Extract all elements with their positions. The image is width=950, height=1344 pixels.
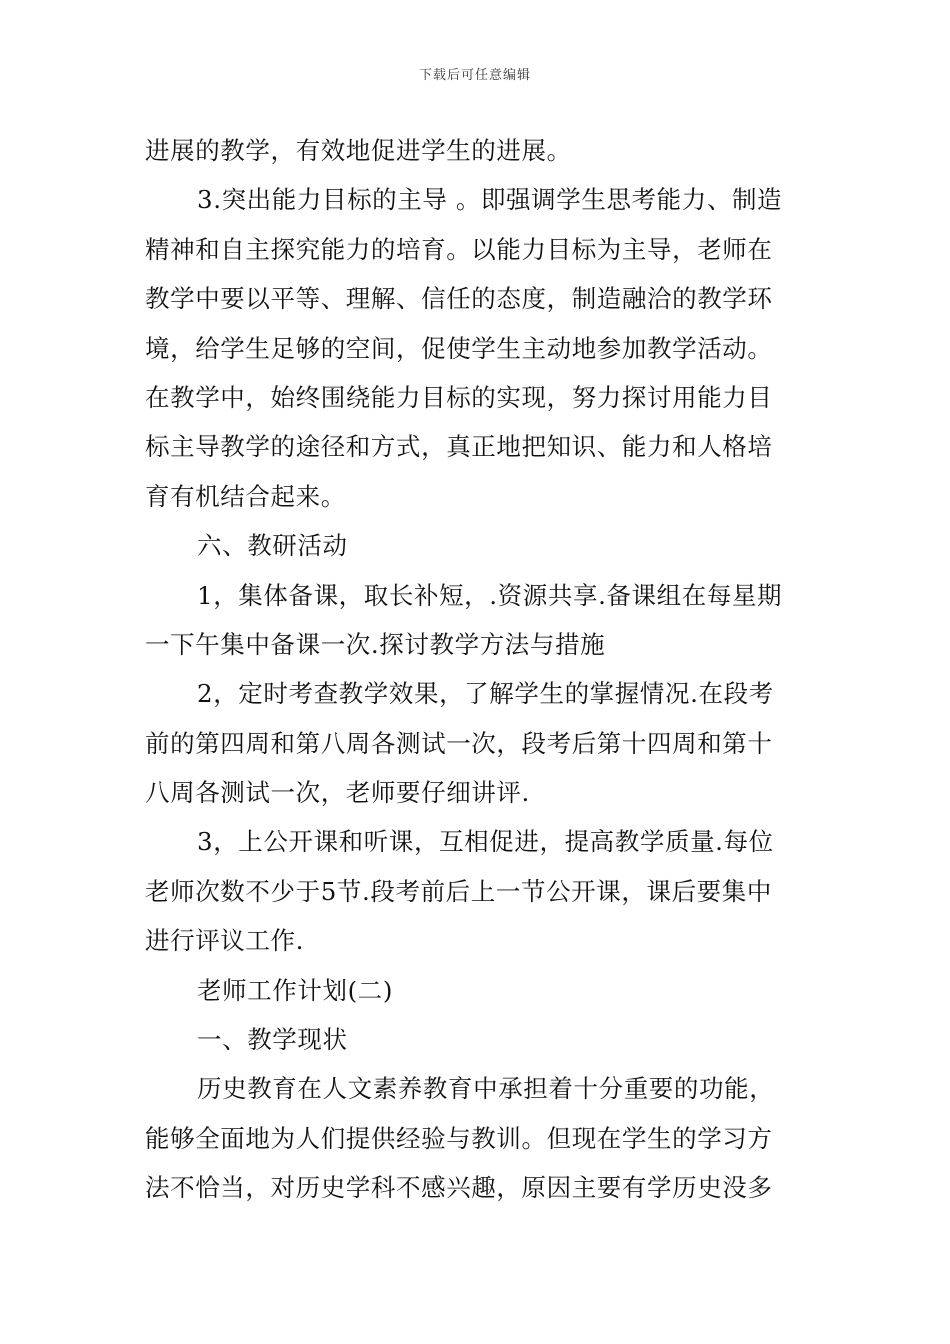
text-line: 历史教育在人文素养教育中承担着十分重要的功能， xyxy=(197,1074,775,1104)
text-line: 精神和自主探究能力的培育。以能力目标为主导，老师在 xyxy=(145,234,773,264)
section-title: 老师工作计划(二) xyxy=(197,975,394,1005)
section-heading: 一、教学现状 xyxy=(197,1025,348,1055)
text-line: 进行评议工作. xyxy=(145,926,304,956)
text-line: 教学中要以平等、理解、信任的态度，制造融洽的教学环 xyxy=(145,284,773,314)
text-line: 老师次数不少于5节.段考前后上一节公开课，课后要集中 xyxy=(145,876,772,906)
text-line: 一下午集中备课一次.探讨教学方法与措施 xyxy=(145,629,606,659)
text-line: 法不恰当，对历史学科不感兴趣，原因主要有学历史没多 xyxy=(145,1173,773,1203)
text-line: 标主导教学的途径和方式，真正地把知识、能力和人格培 xyxy=(145,432,773,462)
text-line: 进展的教学，有效地促进学生的进展。 xyxy=(145,136,572,165)
text-line: 1，集体备课，取长补短，.资源共享.备课组在每星期 xyxy=(197,580,783,610)
document-body xyxy=(145,126,809,1213)
text-line: 能够全面地为人们提供经验与教训。但现在学生的学习方 xyxy=(145,1123,773,1153)
text-line: 3，上公开课和听课，互相促进，提高教学质量.每位 xyxy=(197,827,774,857)
text-line: 育有机结合起来。 xyxy=(145,481,346,511)
text-line: 八周各测试一次，老师要仔细讲评. xyxy=(145,778,530,808)
text-line: 2，定时考查教学效果，了解学生的掌握情况.在段考 xyxy=(197,679,774,709)
text-line: 境，给学生足够的空间，促使学生主动地参加教学活动。 xyxy=(145,333,773,363)
section-heading: 六、教研活动 xyxy=(197,531,348,561)
text-line: 在教学中，始终围绕能力目标的实现，努力探讨用能力目 xyxy=(145,382,773,412)
text-line: 前的第四周和第八周各测试一次，段考后第十四周和第十 xyxy=(145,728,773,758)
page-header: 下载后可任意编辑 xyxy=(418,68,531,83)
text-line: 3.突出能力目标的主导 。即强调学生思考能力、制造 xyxy=(197,185,783,215)
